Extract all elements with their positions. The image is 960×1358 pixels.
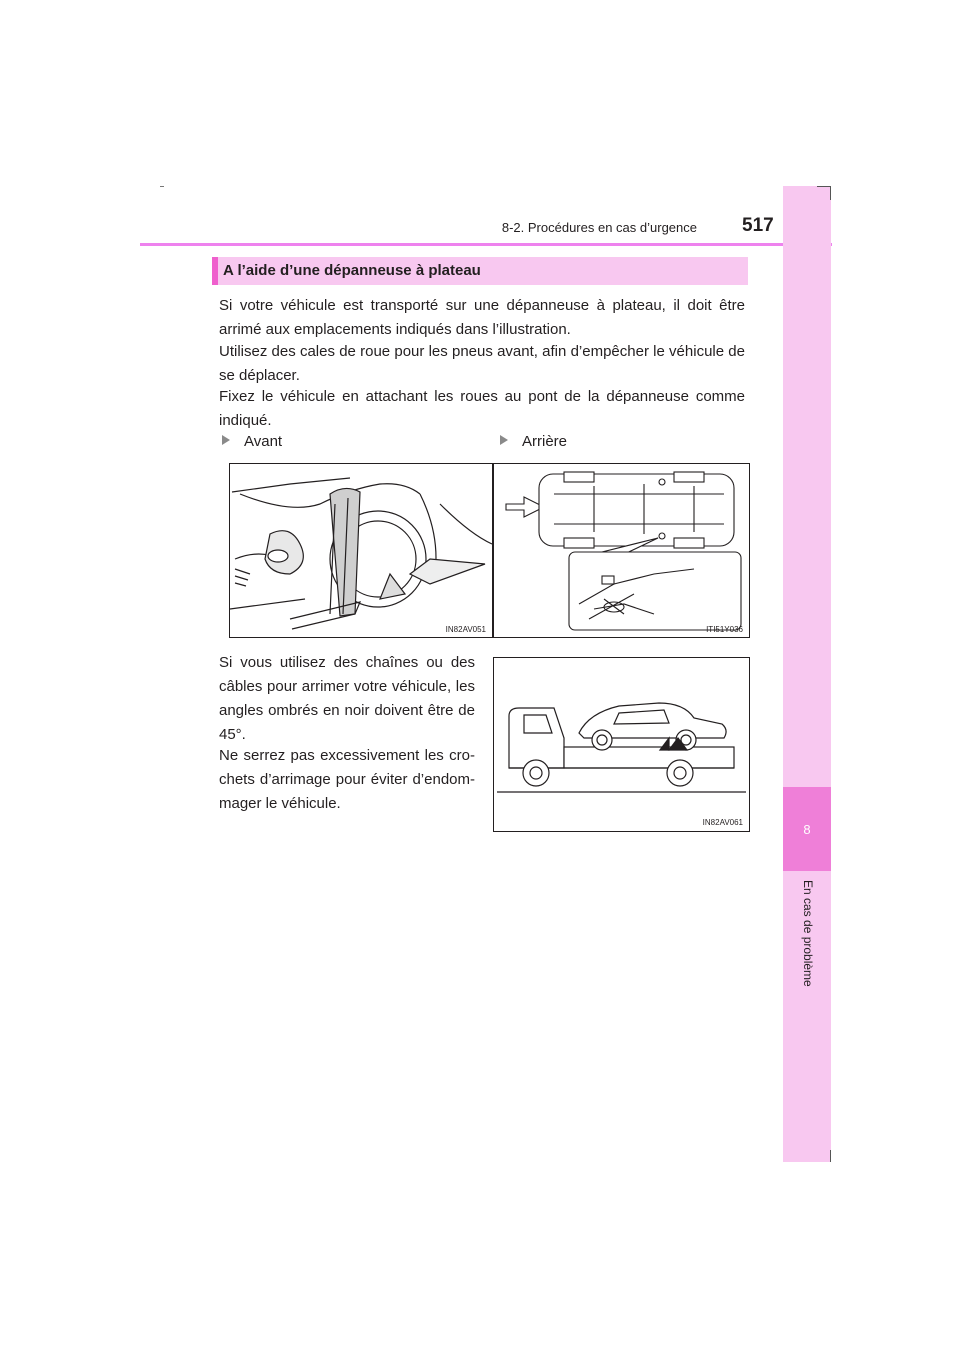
paragraph: Utilisez des cales de roue pour les pneus avant, afin d’empêcher le véhicule de se déplacer.	[219, 343, 745, 384]
front-tiedown-illustration	[229, 463, 493, 638]
crop-mark	[817, 186, 831, 187]
flatbed-truck-drawing	[494, 658, 749, 831]
chapter-title: En cas de problème	[801, 880, 815, 987]
section-title: A l’aide d’une dépanneuse à plateau	[223, 262, 481, 279]
note-paragraph: Ne serrez pas excessivement les cro-chets d’arrimage pour éviter d’endom-mager le véhicule.	[219, 747, 475, 812]
crop-mark	[160, 186, 164, 187]
triangle-bullet-icon	[500, 435, 508, 445]
front-wheel-drawing	[230, 464, 492, 637]
triangle-bullet-icon	[222, 435, 230, 445]
tow-truck-illustration	[493, 657, 750, 832]
note-paragraph: Si vous utilisez des chaînes ou des câbles pour arrimer votre véhicule, les angles ombrés en noir doivent être de 45°.	[219, 654, 475, 743]
running-header: 8-2. Procédures en cas d’urgence	[501, 220, 697, 235]
crop-mark	[830, 1150, 831, 1162]
figure-code: ITI51Y036	[706, 625, 743, 634]
page-number: 517	[742, 215, 774, 236]
rear-tiedown-illustration	[493, 463, 750, 638]
subhead-rear-label: Arrière	[522, 433, 568, 450]
subhead-front	[222, 433, 282, 450]
paragraph: Si votre véhicule est transporté sur une dépanneuse à plateau, il doit être arrimé aux emplacements indiqués dans l’illustration.	[219, 297, 745, 338]
subhead-front-label: Avant	[244, 433, 283, 450]
chapter-tab-strip	[783, 186, 831, 1162]
chapter-number: 8	[803, 822, 811, 837]
figure-code: IN82AV051	[445, 625, 486, 634]
header-rule	[140, 243, 832, 246]
rear-underbody-drawing	[494, 464, 749, 637]
figure-code: IN82AV061	[702, 818, 743, 827]
crop-mark	[830, 186, 831, 200]
section-heading-bar	[212, 257, 218, 285]
subhead-rear	[500, 433, 567, 450]
paragraph: Fixez le véhicule en attachant les roues au pont de la dépanneuse comme indiqué.	[219, 388, 745, 429]
